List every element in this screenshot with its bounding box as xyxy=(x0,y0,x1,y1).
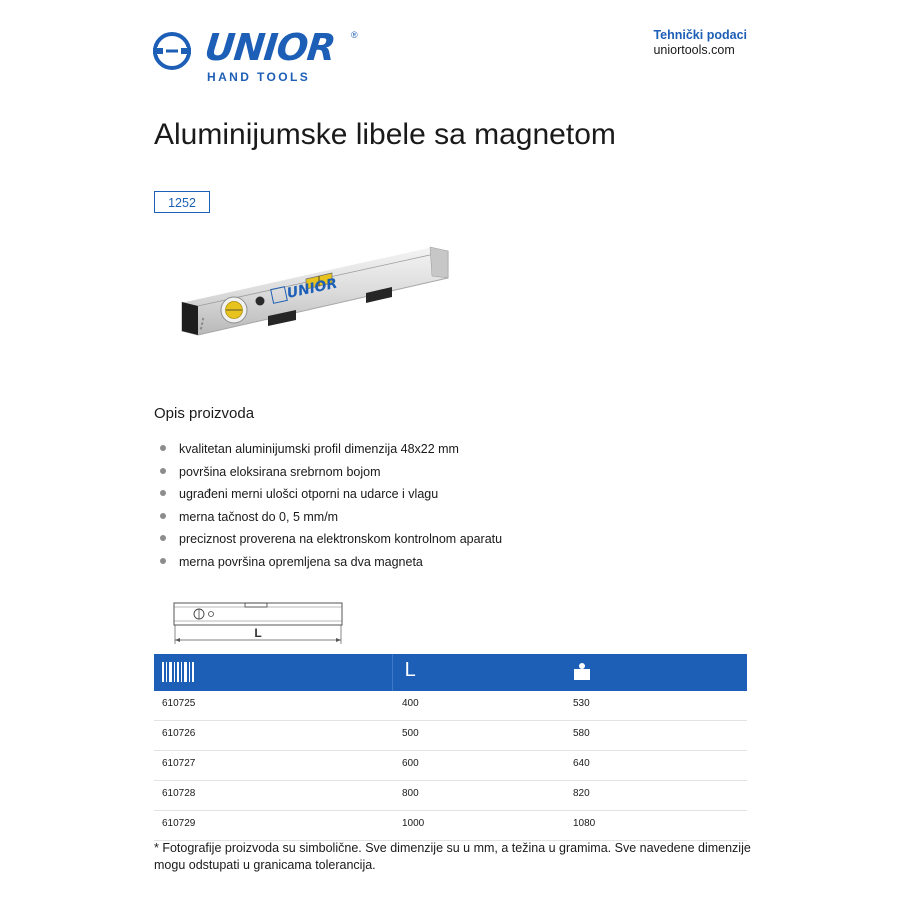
feature-text: merna tačnost do 0, 5 mm/m xyxy=(179,509,339,524)
list-item xyxy=(160,485,502,508)
spirit-level-image xyxy=(180,240,460,355)
weight-cell: 820 xyxy=(573,788,590,799)
footnote: * Fotografije proizvoda su simbolične. Sve dimenzije su u mm, a težina u gramima. Sve navedene dimenzije mogu odstupati u granicama tolerancija. xyxy=(154,841,751,872)
unior-logo xyxy=(153,26,368,86)
dimension-drawing xyxy=(155,598,360,646)
feature-text: preciznost proverena na elektronskom kontrolnom aparatu xyxy=(179,532,503,546)
bullet-icon xyxy=(160,490,166,496)
table-row xyxy=(154,691,747,721)
length-cell: 1000 xyxy=(402,818,425,829)
table-row xyxy=(154,781,747,811)
page-title: Aluminijumske libele sa magnetom xyxy=(154,118,616,151)
table-row xyxy=(154,721,747,751)
feature-list xyxy=(160,440,502,575)
article-number-cell: 610729 xyxy=(162,818,196,829)
header-url[interactable]: uniortools.com xyxy=(653,43,735,57)
bullet-icon xyxy=(160,558,166,564)
table-row xyxy=(154,751,747,781)
spec-table xyxy=(154,654,747,841)
product-code-badge: 1252 xyxy=(154,191,210,213)
length-cell: 500 xyxy=(402,728,419,739)
list-item xyxy=(160,463,502,486)
bullet-icon xyxy=(160,513,166,519)
logo-wordmark: UNIOR xyxy=(202,26,337,69)
length-cell: 800 xyxy=(402,788,419,799)
header-title: Tehnički podaci xyxy=(653,28,747,42)
list-item xyxy=(160,553,502,576)
length-L-icon: L xyxy=(404,659,416,681)
barcode-icon xyxy=(162,662,196,682)
feature-text: ugrađeni merni ulošci otporni na udarce i vlagu xyxy=(179,487,439,501)
table-header xyxy=(154,654,747,691)
article-number-cell: 610725 xyxy=(162,698,196,709)
svg-text:≡ ≡ ≡: ≡ ≡ ≡ xyxy=(198,316,206,331)
feature-text: površina eloksirana srebrnom bojom xyxy=(179,464,381,479)
article-number-cell: 610726 xyxy=(162,728,196,739)
article-number-cell: 610728 xyxy=(162,788,196,799)
dimension-label: L xyxy=(254,626,262,640)
product-brand-label: UNIOR xyxy=(285,275,339,302)
header-length xyxy=(393,654,569,691)
logo-subtitle: HAND TOOLS xyxy=(207,70,311,84)
feature-text: merna površina opremljena sa dva magneta xyxy=(179,554,423,569)
weight-icon xyxy=(573,662,591,680)
header-weight xyxy=(568,654,747,691)
weight-cell: 640 xyxy=(573,758,590,769)
article-number-cell: 610727 xyxy=(162,758,196,769)
length-cell: 400 xyxy=(402,698,419,709)
weight-cell: 1080 xyxy=(573,818,596,829)
list-item xyxy=(160,508,502,531)
bullet-icon xyxy=(160,445,166,451)
header-article-number xyxy=(154,654,393,691)
weight-cell: 530 xyxy=(573,698,590,709)
weight-cell: 580 xyxy=(573,728,590,739)
bullet-icon xyxy=(160,535,166,541)
feature-text: kvalitetan aluminijumski profil dimenzija 48x22 mm xyxy=(179,442,459,456)
list-item xyxy=(160,530,502,553)
table-row xyxy=(154,811,747,841)
header-info xyxy=(653,28,747,57)
bullet-icon xyxy=(160,468,166,474)
list-item xyxy=(160,440,502,463)
description-title: Opis proizvoda xyxy=(154,405,255,422)
length-cell: 600 xyxy=(402,758,419,769)
registered-mark: ® xyxy=(351,30,358,40)
unior-logo-mark-icon xyxy=(153,32,191,70)
